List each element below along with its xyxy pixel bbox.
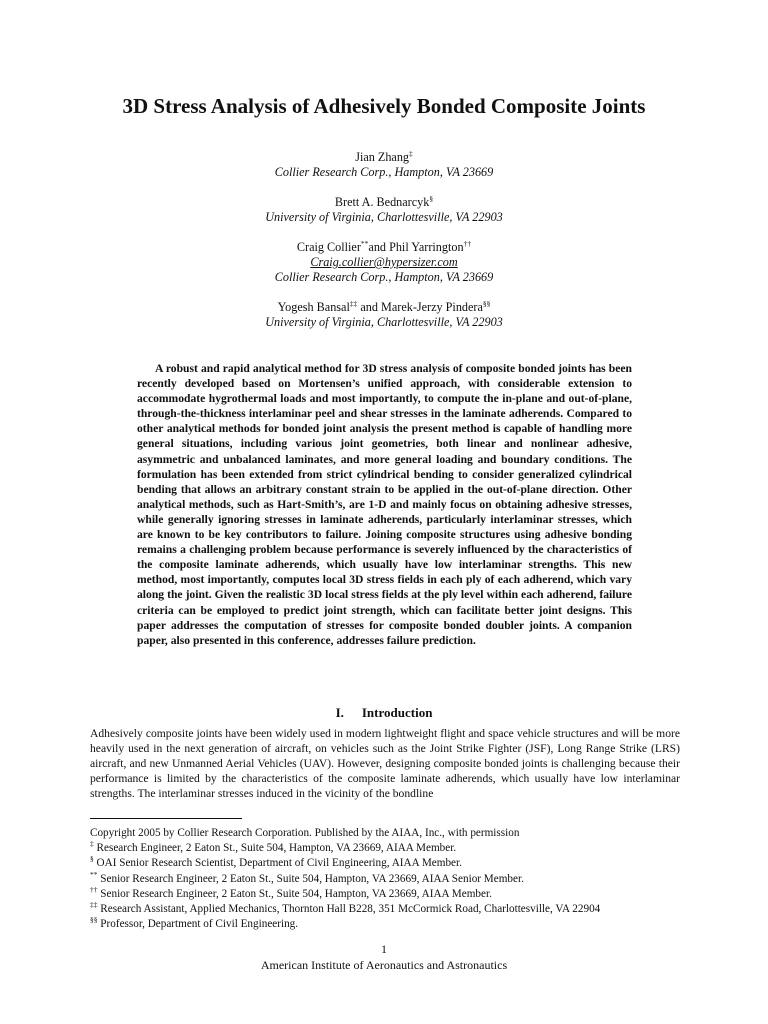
footnote-mark: ‡ [409,149,413,158]
footnote-mark: §§ [482,299,491,308]
footnote-mark: ‡‡ [90,900,98,910]
footnote-text: Research Assistant, Applied Mechanics, Thornton Hall B228, 351 McCormick Road, Charlottesville, VA 22904 [97,903,601,916]
footnote-mark: § [90,854,94,864]
author-name: Phil Yarrington [389,240,464,254]
author-joiner: and [357,300,382,314]
footnote-mark: ** [360,239,369,248]
footnote-mark: ‡ [90,839,94,849]
author-block [0,240,768,285]
footnotes [90,826,690,932]
footnote-text: Research Engineer, 2 Eaton St., Suite 504, Hampton, VA 23669, AIAA Member. [93,842,457,855]
footnote-mark: †† [90,884,98,894]
footnote [90,917,690,932]
footnote-text: Senior Research Engineer, 2 Eaton St., Suite 504, Hampton, VA 23669, AIAA Member. [97,887,492,900]
author-name: Marek-Jerzy Pindera [381,300,483,314]
author-email-link[interactable]: Craig.collier@hypersizer.com [310,255,458,269]
section-number: I. [335,705,344,720]
footnote [90,884,690,902]
author-block [0,150,768,180]
footnote-text: Professor, Department of Civil Engineering. [97,918,299,931]
footnote-text: Senior Research Engineer, 2 Eaton St., Suite 504, Hampton, VA 23669, AIAA Senior Member. [97,872,524,885]
footnote-divider [90,818,242,819]
author-name: Jian Zhang [355,150,410,164]
footnote [90,856,690,871]
footnote [90,902,690,917]
section-heading [0,705,768,721]
author-affiliation: University of Virginia, Charlottesville, VA 22903 [265,315,503,329]
paper-title: 3D Stress Analysis of Adhesively Bonded Composite Joints [122,94,646,118]
author-list [0,150,768,345]
author-names [0,240,768,255]
page-footer: American Institute of Aeronautics and Astronautics [260,958,508,972]
page-number: 1 [381,942,387,956]
footnote-mark: §§ [90,915,98,925]
author-affiliation: University of Virginia, Charlottesville, VA 22903 [265,210,503,224]
author-name: Brett A. Bednarcyk [334,195,430,209]
footnote-text: Copyright 2005 by Collier Research Corporation. Published by the AIAA, Inc., with permission [90,827,520,839]
footnote-mark: § [429,194,434,203]
author-names [0,300,768,315]
author-block [0,195,768,225]
author-name: Craig Collier [296,240,361,254]
footnote-mark: ** [90,869,98,879]
author-names [0,195,768,210]
copyright-footnote [90,826,690,841]
footnote [90,869,690,887]
author-joiner: and [368,240,390,254]
footnote-mark: ‡‡ [349,299,358,308]
footnote-text: OAI Senior Research Scientist, Department of Civil Engineering, AIAA Member. [93,857,462,870]
section-title: Introduction [361,705,433,720]
footnote-mark: †† [463,239,472,248]
author-name: Yogesh Bansal [277,300,350,314]
author-affiliation: Collier Research Corp., Hampton, VA 23669 [274,165,494,179]
author-block [0,300,768,330]
author-names [0,150,768,165]
introduction-paragraph: Adhesively composite joints have been widely used in modern lightweight flight and space vehicle structures and will be more heavily used in the next generation of aircraft, on vehicles such as the Joint Strike Fighter (JSF), Long Range Strike (LRS) aircraft, and new Unmanned Aerial Vehicles (UAV). However, designing composite bonded joints is challenging because their performance is limited by the characteristics of the composite laminate adherends, which usually have low interlaminar strengths. The interlaminar stresses induced in the vicinity of the bondline [90,727,680,801]
footnote [90,841,690,856]
author-affiliation: Collier Research Corp., Hampton, VA 23669 [274,270,494,284]
abstract: A robust and rapid analytical method for 3D stress analysis of composite bonded joints has been recently developed based on Mortensen’s unified approach, with considerable extension to accommodate hygrothermal loads and most importantly, to compute the in-plane and out-of-plane, through-the-thickness interlaminar peel and shear stresses in the laminate adherends. Compared to other analytical methods for bonded joint analysis the present method is capable of handling more general situations, including various joint geometries, both linear and nonlinear adhesive, asymmetric and unbalanced laminates, and more general loading and boundary conditions. The formulation has been extended from strict cylindrical bending to consider generalized cylindrical bending that allows an arbitrary constant strain to be applied in the out-of-plane direction. Other analytical methods, such as Hart-Smith’s, are 1-D and mainly focus on obtaining adhesive stresses, while generally ignoring stresses in laminate adherends, particularly interlaminar stresses, which are known to be key contributors to failure. Joining composite structures using adhesive bonding remains a challenging problem because performance is severely influenced by the characteristics of the composite laminate adherends, which usually have low interlaminar strengths. This new method, most importantly, computes local 3D stress fields in each ply of each adherend, which vary along the joint. Given the realistic 3D local stress fields at the ply level within each adherend, failure criteria can be employed to predict joint strength, which can facilitate better joint designs. This paper addresses the computation of stresses for composite bonded doubler joints. A companion paper, also presented in this conference, addresses failure prediction. [137,362,632,647]
